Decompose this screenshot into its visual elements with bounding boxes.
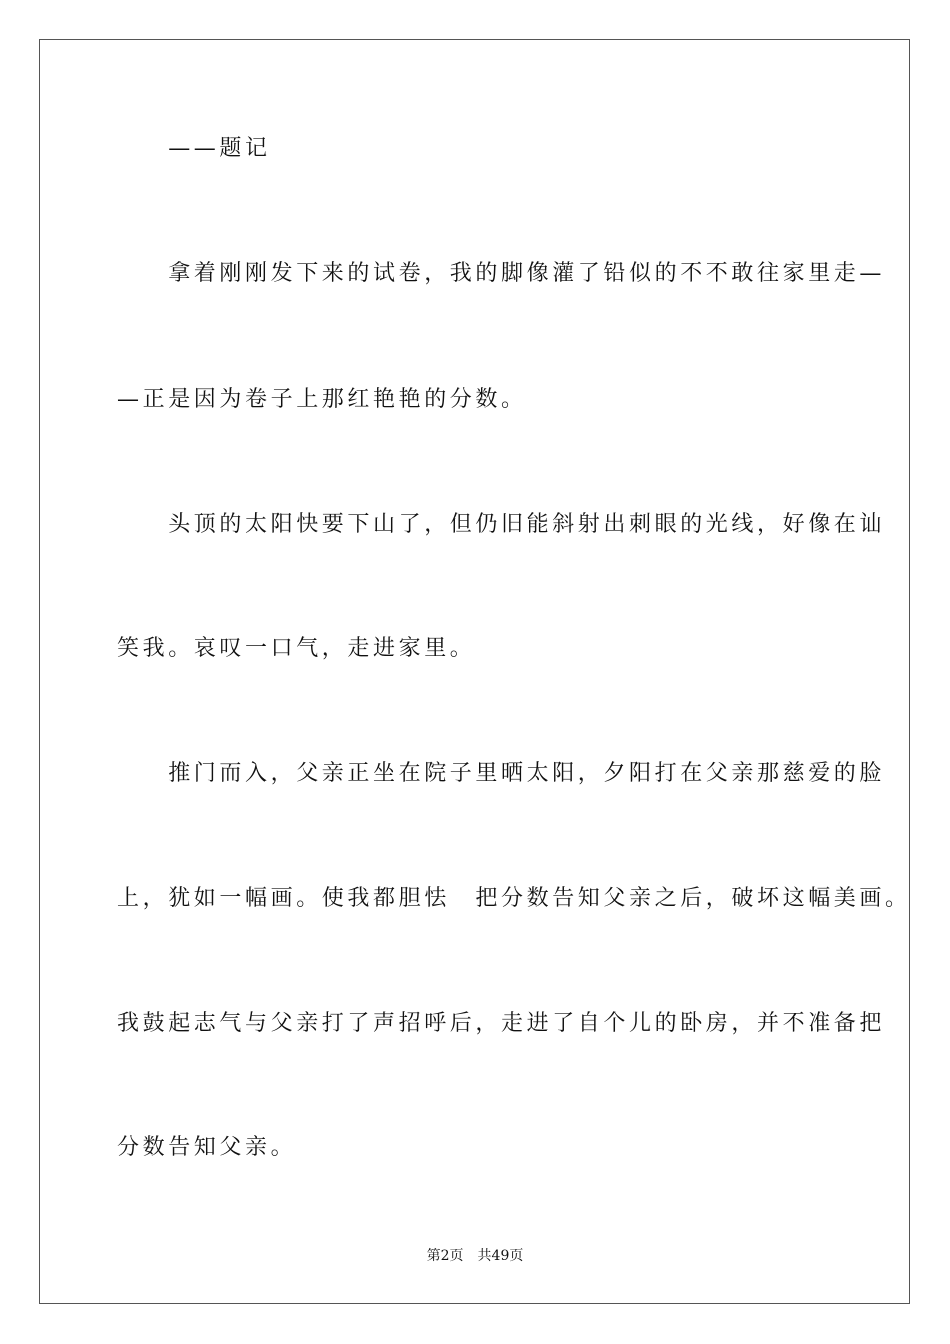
paragraph-3-line-4: 分数告知父亲。 (117, 1135, 297, 1160)
paragraph-1-line-2: —正是因为卷子上那红艳艳的分数。 (117, 387, 527, 412)
page-number-text: 第2页 共49页 (426, 1248, 524, 1264)
epigraph-attribution: ——题记 (117, 136, 271, 161)
page-footer (0, 1246, 950, 1266)
paragraph-2-line-2: 笑我。哀叹一口气，走进家里。 (117, 636, 476, 661)
paragraph-3-line-1: 推门而入，父亲正坐在院子里晒太阳，夕阳打在父亲那慈爱的脸 (117, 761, 886, 786)
page-border (39, 39, 910, 1304)
paragraph-3-line-3: 我鼓起志气与父亲打了声招呼后，走进了自个儿的卧房，并不准备把 (117, 1011, 886, 1036)
paragraph-2-line-1: 头顶的太阳快要下山了，但仍旧能斜射出刺眼的光线，好像在讪 (117, 512, 886, 537)
paragraph-3-line-2: 上，犹如一幅画。使我都胆怯 把分数告知父亲之后，破坏这幅美画。 (117, 886, 911, 911)
paragraph-1-line-1: 拿着刚刚发下来的试卷，我的脚像灌了铅似的不不敢往家里走— (117, 261, 886, 286)
